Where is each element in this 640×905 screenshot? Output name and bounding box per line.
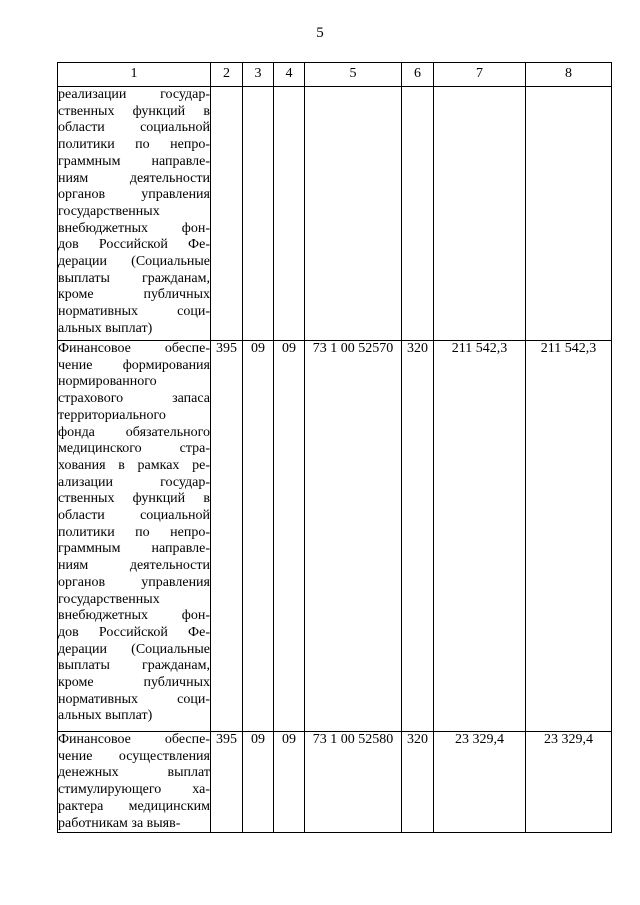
description-line: выплаты гражданам,: [58, 270, 210, 286]
table-row: [58, 732, 612, 833]
table-row: [58, 341, 612, 732]
column-header: 3: [243, 63, 274, 87]
target-article-code: [305, 87, 402, 341]
ministry-code: 395: [211, 341, 243, 732]
description-line: политики по непро-: [58, 524, 210, 540]
column-header: 8: [526, 63, 612, 87]
column-header: 6: [402, 63, 434, 87]
description-line: чение осуществления: [58, 748, 210, 764]
description-line: ниям деятельности: [58, 170, 210, 186]
description-line: нормативных соци-: [58, 691, 210, 707]
section-code: [243, 87, 274, 341]
description-line: ализации государ-: [58, 474, 210, 490]
description-line: Финансовое обеспе-: [58, 341, 210, 356]
description-line: области социальной: [58, 120, 210, 136]
row-description: [58, 341, 211, 732]
subsection-code: 09: [274, 732, 305, 833]
description-line: области социальной: [58, 508, 210, 524]
description-line: фонда обязательного: [58, 424, 210, 440]
description-line: дерации (Социальные: [58, 641, 210, 657]
table-row: [58, 87, 612, 341]
section-code: 09: [243, 341, 274, 732]
description-line: альных выплат): [58, 320, 153, 336]
expense-type-code: [402, 87, 434, 341]
description-line: выплаты гражданам,: [58, 658, 210, 674]
amount-col8: [526, 87, 612, 341]
expense-type-code: 320: [402, 341, 434, 732]
description-line: рактера медицинским: [58, 798, 210, 814]
description-line: нормативных соци-: [58, 304, 210, 320]
row-description: [58, 87, 211, 341]
description-line: кроме публичных: [58, 287, 210, 303]
column-header: 7: [434, 63, 526, 87]
description-line: политики по непро-: [58, 137, 210, 153]
page-number: 5: [316, 25, 324, 41]
column-header: 1: [58, 63, 211, 87]
description-line: реализации государ-: [58, 87, 210, 102]
target-article-code: 73 1 00 52570: [305, 341, 402, 732]
description-line: ственных функций в: [58, 491, 210, 507]
description-line: медицинского стра-: [58, 441, 210, 457]
description-line: органов управления: [58, 187, 210, 203]
budget-table: [57, 62, 612, 833]
description-line: альных выплат): [58, 708, 153, 724]
description-line: ственных функций в: [58, 103, 210, 119]
description-line: нормированного: [58, 374, 157, 390]
ministry-code: [211, 87, 243, 341]
column-header: 4: [274, 63, 305, 87]
row-description: [58, 732, 211, 833]
description-line: ниям деятельности: [58, 558, 210, 574]
description-line: внебюджетных фон-: [58, 220, 210, 236]
description-line: работникам за выяв-: [58, 815, 181, 831]
description-line: денежных выплат: [58, 765, 210, 781]
description-line: стимулирующего ха-: [58, 782, 210, 798]
description-line: внебюджетных фон-: [58, 608, 210, 624]
description-line: граммным направле-: [58, 541, 210, 557]
description-line: территориального: [58, 407, 166, 423]
description-line: Финансовое обеспе-: [58, 732, 210, 747]
description-line: граммным направле-: [58, 153, 210, 169]
section-code: 09: [243, 732, 274, 833]
description-line: дов Российской Фе-: [58, 624, 210, 640]
description-line: органов управления: [58, 574, 210, 590]
description-line: кроме публичных: [58, 675, 210, 691]
amount-col8: 23 329,4: [526, 732, 612, 833]
column-header: 2: [211, 63, 243, 87]
column-header: 5: [305, 63, 402, 87]
amount-col7: 211 542,3: [434, 341, 526, 732]
subsection-code: [274, 87, 305, 341]
target-article-code: 73 1 00 52580: [305, 732, 402, 833]
header-row: [58, 63, 612, 87]
description-line: чение формирования: [58, 357, 210, 373]
expense-type-code: 320: [402, 732, 434, 833]
amount-col8: 211 542,3: [526, 341, 612, 732]
description-line: государственных: [58, 591, 160, 607]
description-line: страхового запаса: [58, 391, 210, 407]
description-line: государственных: [58, 203, 160, 219]
description-line: дов Российской Фе-: [58, 237, 210, 253]
description-line: дерации (Социальные: [58, 254, 210, 270]
description-line: хования в рамках ре-: [58, 457, 210, 473]
ministry-code: 395: [211, 732, 243, 833]
amount-col7: 23 329,4: [434, 732, 526, 833]
subsection-code: 09: [274, 341, 305, 732]
amount-col7: [434, 87, 526, 341]
